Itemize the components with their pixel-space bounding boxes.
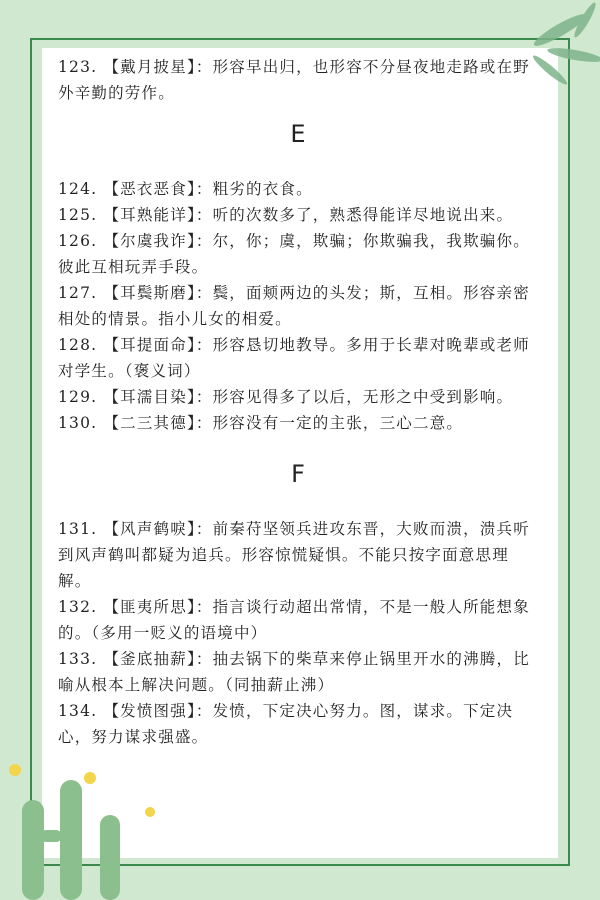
section-letter-f: F [291, 460, 305, 488]
idiom-list [58, 54, 538, 750]
list-item: 133. 【釜底抽薪】：抽去锅下的柴草来停止锅里开水的沸腾，比喻从根本上解决问题。（同抽薪止沸） [58, 650, 530, 694]
list-item: 131. 【风声鹤唳】：前秦苻坚领兵进攻东晋，大败而溃，溃兵听到风声鹤叫都疑为追兵。形容惊慌疑惧。不能只按字面意思理解。 [58, 520, 530, 590]
list-item: 128. 【耳提面命】：形容恳切地教导。多用于长辈对晚辈或老师对学生。（褒义词） [58, 336, 530, 380]
section-e [58, 114, 538, 436]
list-item: 123. 【戴月披星】：形容早出归，也形容不分昼夜地走路或在野外辛勤的劳作。 [58, 58, 530, 102]
list-item: 134. 【发愤图强】：发愤，下定决心努力。图，谋求。下定决心，努力谋求强盛。 [58, 702, 514, 746]
list-item: 126. 【尔虞我诈】：尔，你；虞，欺骗；你欺骗我，我欺骗你。彼此互相玩弄手段。 [58, 232, 530, 276]
list-item: 127. 【耳鬓斯磨】：鬓，面颊两边的头发；斯，互相。形容亲密相处的情景。指小儿女的相爱。 [58, 284, 530, 328]
list-item: 124. 【恶衣恶食】：粗劣的衣食。 [58, 180, 313, 198]
list-item: 130. 【二三其德】：形容没有一定的主张，三心二意。 [58, 414, 464, 432]
cactus-decoration [0, 760, 170, 900]
section-f [58, 454, 538, 750]
section-d-continued [58, 54, 538, 106]
list-item: 129. 【耳濡目染】：形容见得多了以后，无形之中受到影响。 [58, 388, 514, 406]
list-item: 132. 【匪夷所思】：指言谈行动超出常情，不是一般人所能想象的。（多用一贬义的语境中） [58, 598, 530, 642]
section-letter-e: E [290, 120, 306, 148]
list-item: 125. 【耳熟能详】：听的次数多了，熟悉得能详尽地说出来。 [58, 206, 514, 224]
